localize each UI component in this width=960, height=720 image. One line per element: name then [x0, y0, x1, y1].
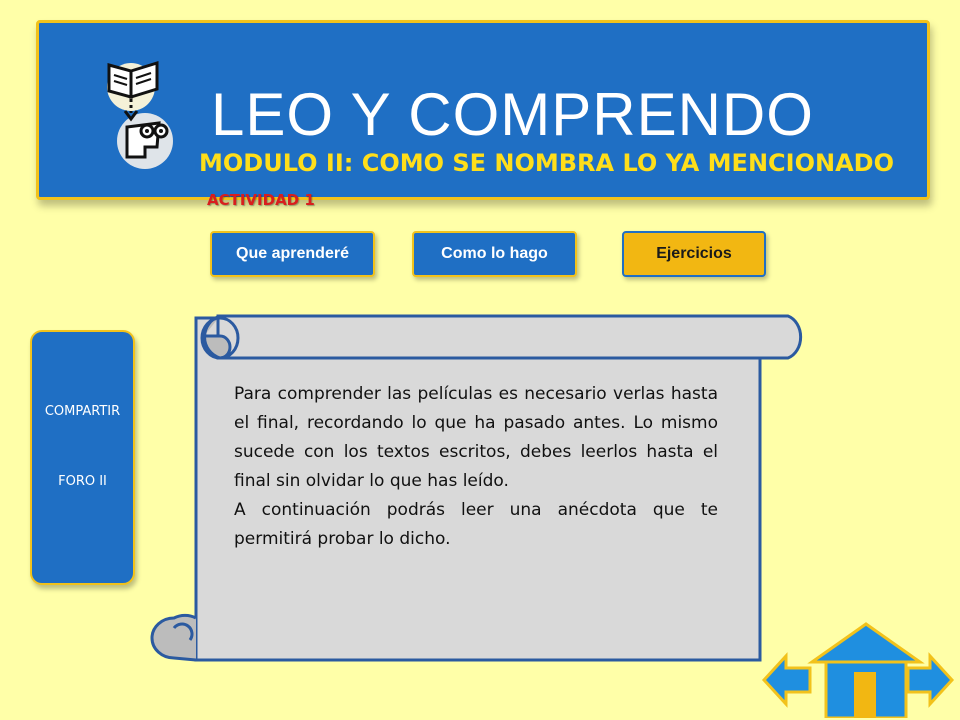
arrow-left-icon[interactable] [764, 656, 810, 704]
tab-ejercicios[interactable]: Ejercicios [622, 231, 766, 277]
tab-como-lo-hago[interactable]: Como lo hago [412, 231, 577, 277]
tab-que-aprendere[interactable]: Que aprenderé [210, 231, 375, 277]
module-subtitle: MODULO II: COMO SE NOMBRA LO YA MENCIONADO [199, 149, 894, 177]
page-title: LEO Y COMPRENDO [211, 81, 814, 148]
activity-label: ACTIVIDAD 1 [207, 191, 315, 209]
sidebar-item-foro[interactable]: FORO II [58, 474, 107, 489]
home-icon[interactable] [812, 624, 920, 718]
navigation-bar [760, 618, 956, 718]
content-paragraph: A continuación podrás leer una anécdota que te permitirá probar lo dicho. [234, 500, 718, 549]
content-paragraph: Para comprender las películas es necesario verlas hasta el final, recordando lo que ha pasado antes. Lo mismo sucede con los textos escritos, debes leerlos hasta el final sin olvidar lo que has leído. [234, 384, 718, 491]
sidebar-item-compartir[interactable]: COMPARTIR [44, 404, 121, 419]
content-text [234, 380, 718, 554]
